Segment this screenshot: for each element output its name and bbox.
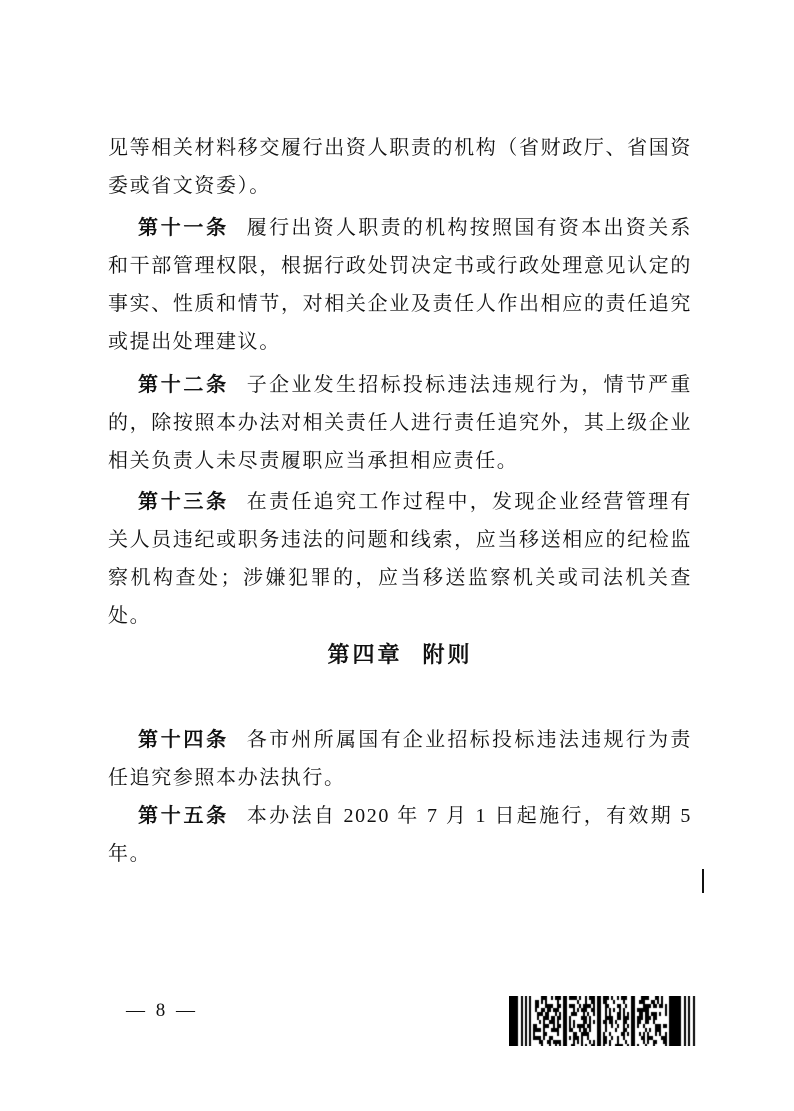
page-number: — 8 — [126, 1000, 198, 1021]
article-14-label: 第十四条 [138, 729, 229, 751]
article-11-paragraph [108, 209, 692, 361]
article-12-paragraph [108, 366, 692, 480]
scan-artifact-line [702, 869, 704, 893]
paragraph-continuation [108, 129, 692, 205]
chapter-number: 第四章 [327, 642, 403, 667]
article-15-label: 第十五条 [138, 805, 229, 827]
paragraph-text: 见等相关材料移交履行出资人职责的机构（省财政厅、省国资委或省文资委）。 [108, 137, 692, 197]
paragraph-text: 在责任追究工作过程中，发现企业经营管理有关人员违纪或职务违法的问题和线索，应当移送相应的纪检监察机构查处；涉嫌犯罪的，应当移送监察机关或司法机关查处。 [108, 491, 693, 627]
article-15-paragraph [108, 797, 692, 873]
article-13-paragraph [108, 483, 692, 635]
article-11-label: 第十一条 [138, 217, 229, 239]
pdf417-barcode [509, 996, 697, 1046]
paragraph-text: 本办法自 2020 年 7 月 1 日起施行，有效期 5 年。 [108, 805, 692, 865]
article-12-label: 第十二条 [138, 374, 229, 396]
chapter-heading [108, 640, 692, 670]
chapter-title: 附则 [422, 642, 473, 667]
paragraph-text: 各市州所属国有企业招标投标违法违规行为责任追究参照本办法执行。 [108, 729, 693, 789]
article-14-paragraph [108, 721, 692, 797]
paragraph-text: 履行出资人职责的机构按照国有资本出资关系和干部管理权限，根据行政处罚决定书或行政处理意见认定的事实、性质和情节，对相关企业及责任人作出相应的责任追究或提出处理建议。 [108, 217, 693, 353]
article-13-label: 第十三条 [138, 491, 229, 513]
paragraph-text: 子企业发生招标投标违法违规行为，情节严重的，除按照本办法对相关责任人进行责任追究外，其上级企业相关负责人未尽责履职应当承担相应责任。 [108, 374, 693, 472]
